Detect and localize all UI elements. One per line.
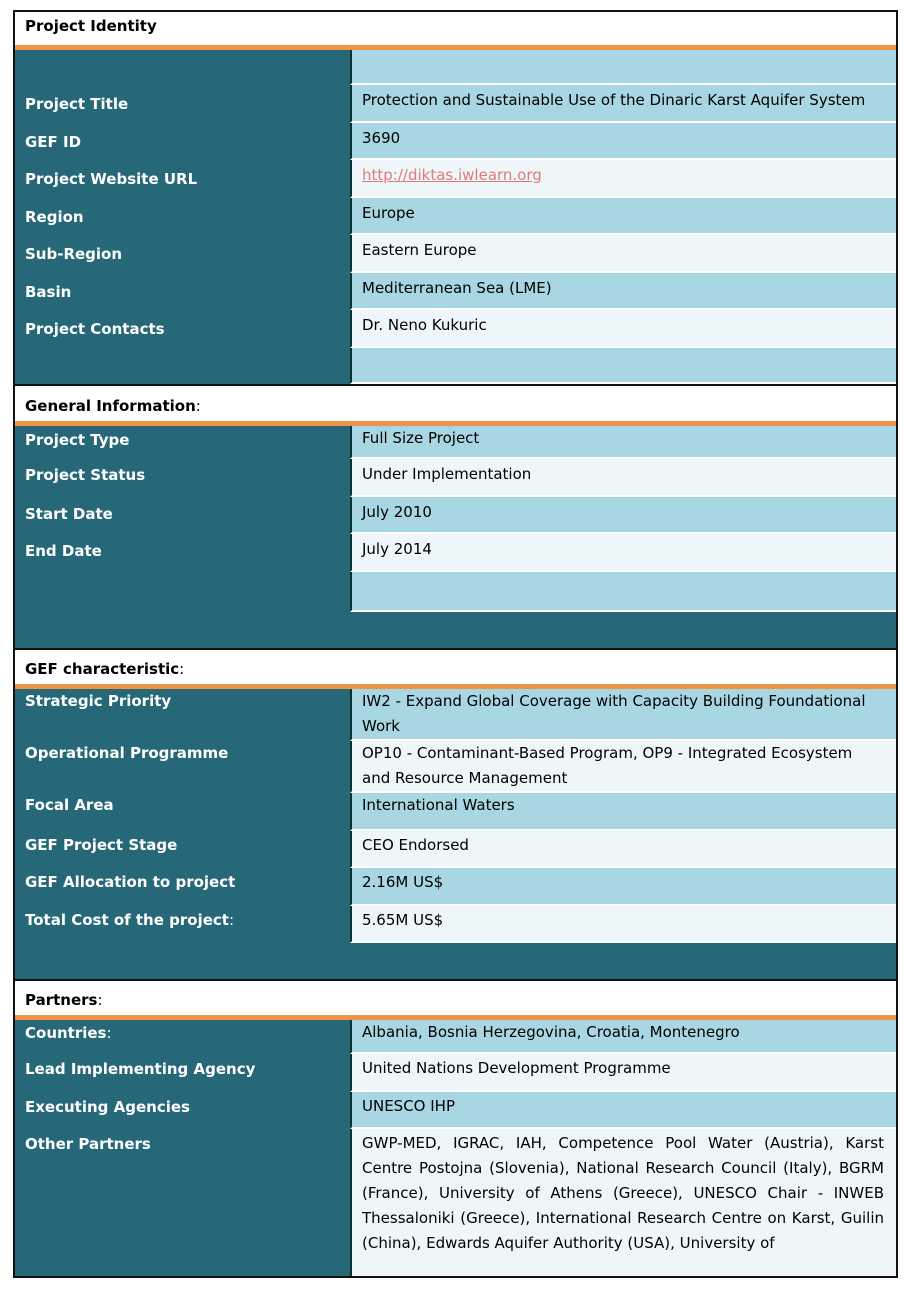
row-value: July 2014 [350, 534, 896, 572]
row-value: 5.65M US$ [350, 906, 896, 943]
row-label: Project Website URL [25, 170, 198, 188]
row-label: GEF Allocation to project [25, 873, 236, 891]
row-end-date [15, 534, 896, 572]
row-label: Lead Implementing Agency [25, 1060, 256, 1078]
row-basin [15, 273, 896, 310]
row-label: Basin [25, 283, 72, 301]
row-project-title [15, 85, 896, 123]
row-project-website [15, 160, 896, 198]
section-header-gef-characteristic [15, 648, 896, 684]
section-header-general-information [15, 384, 896, 421]
row-gef-id [15, 123, 896, 160]
row-sub-region [15, 235, 896, 273]
project-sheet [13, 10, 898, 1278]
row-value: 2.16M US$ [350, 868, 896, 906]
row-value: Mediterranean Sea (LME) [350, 273, 896, 310]
section-title: Partners: [25, 991, 103, 1009]
row-region [15, 198, 896, 235]
section-header-project-identity [15, 12, 896, 45]
row-label: Other Partners [25, 1135, 151, 1153]
row-value: IW2 - Expand Global Coverage with Capacity Building Foundational Work [350, 689, 896, 741]
row-value: July 2010 [350, 497, 896, 534]
row-value: Albania, Bosnia Herzegovina, Croatia, Montenegro [350, 1020, 896, 1054]
empty-cell [350, 348, 896, 384]
row-value: Europe [350, 198, 896, 235]
row-label: Strategic Priority [25, 692, 172, 710]
row-strategic-priority [15, 689, 896, 741]
row-gef-allocation [15, 868, 896, 906]
row-total-cost [15, 906, 896, 943]
row-gef-project-stage [15, 831, 896, 868]
row-value: 3690 [350, 123, 896, 160]
empty-cell [350, 50, 896, 85]
row-value: United Nations Development Programme [350, 1054, 896, 1092]
row-label: Focal Area [25, 796, 114, 814]
section-title: Project Identity [25, 17, 157, 35]
row-label: Total Cost of the project: [25, 911, 235, 929]
row-label: Project Contacts [25, 320, 165, 338]
row-lead-implementing-agency [15, 1054, 896, 1092]
row-value: Full Size Project [350, 426, 896, 459]
row-label: Operational Programme [25, 744, 229, 762]
row-other-partners [15, 1129, 896, 1276]
row-label: Project Status [25, 466, 146, 484]
row-label: Executing Agencies [25, 1098, 190, 1116]
row-project-type [15, 426, 896, 459]
section-header-partners [15, 979, 896, 1015]
section-body-general-information [15, 426, 896, 648]
row-label: End Date [25, 542, 102, 560]
section-body-project-identity [15, 50, 896, 384]
section-body-gef-characteristic [15, 689, 896, 979]
row-value: Dr. Neno Kukuric [350, 310, 896, 348]
row-value: International Waters [350, 793, 896, 831]
row-label: GEF Project Stage [25, 836, 178, 854]
row-value: Eastern Europe [350, 235, 896, 273]
row-focal-area [15, 793, 896, 831]
row-operational-programme [15, 741, 896, 793]
row-value: GWP-MED, IGRAC, IAH, Competence Pool Water (Austria), Karst Centre Postojna (Slovenia), National Research Council (Italy), BGRM (France), University of Athens (Greece), UNESCO Chair - INWEB Thessaloniki (Greece), International Research Centre on Karst, Guilin (China), Edwards Aquifer Authority (USA), University of [350, 1129, 896, 1276]
row-label: Project Type [25, 431, 130, 449]
empty-cell [350, 572, 896, 612]
row-value: CEO Endorsed [350, 831, 896, 868]
row-label: Countries: [25, 1024, 112, 1042]
row-label: GEF ID [25, 133, 82, 151]
row-value: OP10 - Contaminant-Based Program, OP9 - Integrated Ecosystem and Resource Management [350, 741, 896, 793]
row-project-contacts [15, 310, 896, 348]
row-project-status [15, 459, 896, 497]
row-countries [15, 1020, 896, 1054]
row-value: Under Implementation [350, 459, 896, 497]
section-title: General Information: [25, 397, 201, 415]
section-body-partners [15, 1020, 896, 1276]
row-value: Protection and Sustainable Use of the Dinaric Karst Aquifer System [350, 85, 896, 123]
row-label: Sub-Region [25, 245, 123, 263]
project-website-link[interactable]: http://diktas.iwlearn.org [362, 166, 542, 184]
row-executing-agencies [15, 1092, 896, 1129]
row-label: Region [25, 208, 84, 226]
row-label: Start Date [25, 505, 113, 523]
row-label: Project Title [25, 95, 129, 113]
row-start-date [15, 497, 896, 534]
row-value: UNESCO IHP [350, 1092, 896, 1129]
section-title: GEF characteristic: [25, 660, 185, 678]
